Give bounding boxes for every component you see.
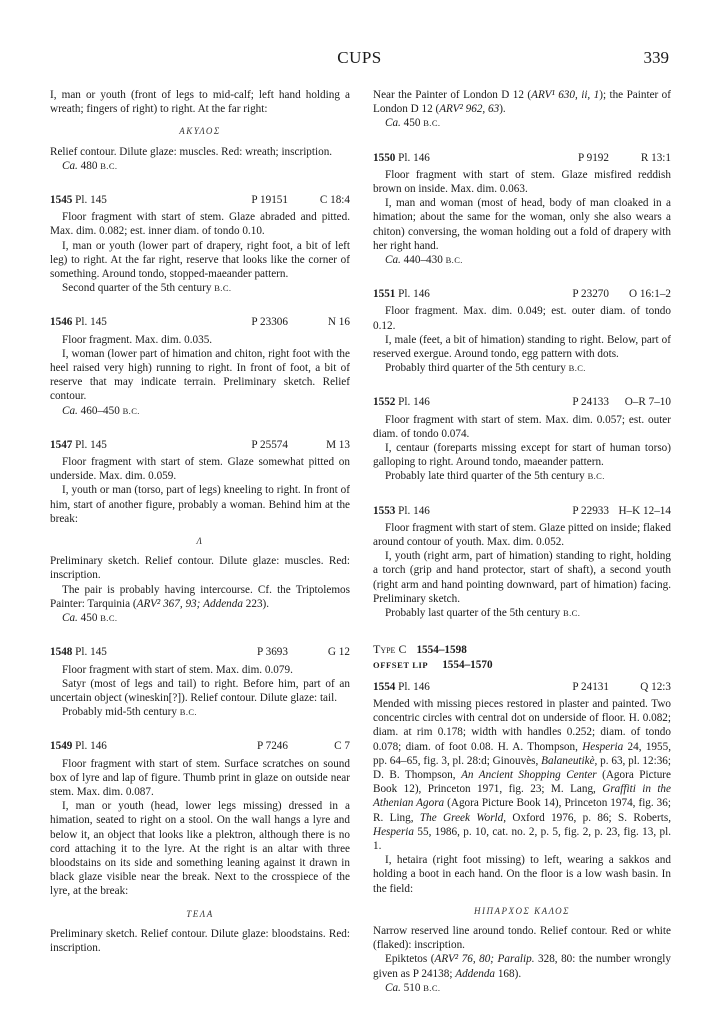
entry-decoration: I, youth or man (torso, part of legs) kneeling to right. In front of him, start of another figure, probably a woman. Behind him at the break:	[50, 484, 350, 525]
inscription: Λ	[196, 536, 204, 547]
attribution-continued: Near the Painter of London D 12 (ARV¹ 630, ii, 1); the Painter of London D 12 (ARV² 962, 63).	[373, 89, 671, 116]
entry-description: Floor fragment with start of stem. Glaze misfired reddish brown on inside. Max. dim. 0.063.	[373, 168, 671, 196]
page-number: 339	[643, 48, 669, 67]
entry-header	[373, 395, 671, 409]
inventory-number: P 7246	[257, 740, 288, 753]
intro-notes: Relief contour. Dilute glaze: muscles. Red: wreath; inscription.	[50, 145, 333, 158]
inventory-number: P 22933	[572, 504, 609, 517]
entry-number: 1547	[50, 438, 73, 451]
catalog-entry-1550	[373, 151, 671, 268]
entry-decoration: I, youth (right arm, part of himation) standing to right, holding a torch (grip and hand protector, start of shaft), a second youth (right arm and hand pointing downward, part of himation) facing. Preliminary sketch.	[373, 550, 671, 605]
entry-number: 1549	[50, 740, 73, 753]
entry-header	[373, 680, 671, 694]
inscription-hipparchos-kalos: ΗΙΠΑΡΧΟΣ ΚΑΛΟΣ	[474, 905, 570, 916]
entry-number: 1548	[50, 646, 73, 659]
catalog-entry-1549	[50, 739, 350, 955]
section-heading-type-c	[373, 642, 671, 671]
plate-ref: Pl. 145	[75, 438, 107, 451]
catalog-entry-1553	[373, 504, 671, 621]
entry-number: 1546	[50, 316, 73, 329]
grid-ref: R 13:1	[640, 151, 671, 164]
entry-notes: Preliminary sketch. Relief contour. Dilute glaze: bloodstains. Red: inscription.	[50, 927, 350, 954]
entry-number: 1552	[373, 396, 396, 409]
entry-header	[50, 645, 350, 659]
date-line: Probably late third quarter of the 5th century B.C.	[385, 470, 605, 483]
inscription: ΤΕΛΑ	[186, 908, 214, 919]
entry-number: 1545	[50, 194, 73, 207]
entry-description: Floor fragment with start of stem. Glaze abraded and pitted. Max. dim. 0.082; est. inner diam. of tondo 0.10.	[50, 211, 350, 238]
entry-description: Floor fragment with start of stem. Max. dim. 0.079.	[62, 663, 293, 676]
subsection-title: OFFSET LIP	[373, 659, 429, 670]
grid-ref: C 18:4	[319, 194, 350, 207]
date-line: Ca. 480 B.C.	[62, 159, 118, 172]
grid-ref: H–K 12–14	[618, 504, 671, 517]
page-header	[0, 48, 719, 72]
inventory-number: P 25574	[251, 438, 288, 451]
entry-description: Floor fragment. Max. dim. 0.035.	[62, 333, 213, 346]
entry-header	[373, 287, 671, 301]
plate-ref: Pl. 146	[75, 740, 107, 753]
date-line: Probably third quarter of the 5th century B.C.	[385, 362, 586, 375]
intro-description: I, man or youth (front of legs to mid-calf; left hand holding a wreath; fingers of right) to right. At the far right:	[50, 89, 350, 116]
grid-ref: N 16	[327, 316, 350, 329]
catalog-entry-1547	[50, 438, 350, 625]
entry-description: Floor fragment with start of stem. Surface scratches on sound box of lyre and lap of figure. Thumb print in glaze on outside near stem. Max. dim. 0.087.	[50, 757, 350, 798]
entry-decoration: Satyr (most of legs and tail) to right. Before him, part of an uncertain object (wineskin[?]). Relief contour. Dilute glaze: tail.	[50, 677, 350, 704]
entry-decoration: I, male (feet, a bit of himation) standing to right. Below, part of reserved exergue. Around tondo, egg pattern with dots.	[373, 333, 671, 361]
entry-decoration: I, man and woman (most of head, body of man cloaked in a himation; about the same for the woman, only she also wears a chiton) conversing, the woman holding out a fold of drapery with her right hand.	[373, 197, 671, 252]
entry-decoration: I, centaur (foreparts missing except for start of human torso) galloping to right. Around tondo, maeander pattern.	[373, 442, 671, 469]
catalog-entry-1551	[373, 287, 671, 375]
entry-comparison: The pair is probably having intercourse. Cf. the Triptolemos Painter: Tarquinia (ARV² 367, 93; Addenda 223).	[50, 583, 350, 610]
entry-description: Floor fragment with start of stem. Glaze somewhat pitted on underside. Max. dim. 0.059.	[50, 456, 350, 483]
catalog-entry-1554	[373, 680, 671, 995]
entry-header	[373, 151, 671, 165]
catalog-entry-1545	[50, 193, 350, 295]
date-line: Ca. 440–430 B.C.	[385, 254, 463, 267]
entry-attribution: Epiktetos (ARV² 76, 80; Paralip. 328, 80: the number wrongly given as P 24138; Addenda 168).	[373, 953, 671, 980]
entry-decoration: I, woman (lower part of himation and chiton, right foot with the heel raised very high) running to right. In front of foot, a bit of reserve that may indicate terrain. Preliminary sketch. Relief contour.	[50, 347, 350, 403]
section-range: 1554–1598	[416, 644, 467, 657]
plate-ref: Pl. 146	[398, 680, 430, 693]
entry-number: 1553	[373, 504, 396, 517]
entry-description: Floor fragment. Max. dim. 0.049; est. outer diam. of tondo 0.12.	[373, 305, 671, 332]
entry-description-bibliography: Mended with missing pieces restored in plaster and painted. Two concentric circles with central dot on underside of floor. H. 0.082; diam. at rim 0.178; width with handles 0.252; diam. of tondo 0.078; diam. of foot 0.08. H. A. Thompson, Hesperia 24, 1955, pp. 64–65, fig. 3, pl. 28:d; Ginouvès, Balaneutikè, p. 63, pl. 12:36; D. B. Thompson, An Ancient Shopping Center (Agora Picture Book 12), Princeton 1971, fig. 23; M. Lang, Graffiti in the Athenian Agora (Agora Picture Book 14), Princeton 1974, fig. 36; R. Ling, The Greek World, Oxford 1976, p. 86; S. Roberts, Hesperia 55, 1986, p. 10, cat. no. 2, p. 5, fig. 2, p. 23, fig. 13, pl. 1.	[373, 697, 672, 852]
plate-ref: Pl. 145	[75, 194, 107, 207]
running-title: CUPS	[337, 48, 382, 67]
inventory-number: P 9192	[578, 151, 609, 164]
inventory-number: P 24133	[572, 396, 609, 409]
inscription-akylos: ΑΚΥΛΟΣ	[179, 126, 221, 137]
inventory-number: P 23306	[251, 316, 288, 329]
plate-ref: Pl. 146	[398, 288, 430, 301]
entry-header	[50, 193, 350, 207]
entry-header	[373, 504, 671, 518]
grid-ref: M 13	[326, 438, 350, 451]
date-line: Probably last quarter of the 5th century B.C.	[385, 607, 581, 620]
entry-header	[50, 438, 350, 452]
entry-number: 1551	[373, 288, 396, 301]
date-line: Ca. 510 B.C.	[385, 981, 441, 994]
catalog-entry-1548	[50, 645, 350, 719]
left-column	[50, 88, 350, 955]
plate-ref: Pl. 145	[75, 316, 107, 329]
entry-description: Floor fragment with start of stem. Glaze pitted on inside; flaked around contour of youth. Max. dim. 0.052.	[373, 521, 671, 549]
plate-ref: Pl. 146	[398, 396, 430, 409]
section-type: Type C	[373, 642, 407, 657]
plate-ref: Pl. 146	[398, 151, 430, 164]
inventory-number: P 19151	[251, 194, 288, 207]
inventory-number: P 23270	[572, 288, 609, 301]
catalog-entry-1546	[50, 315, 350, 417]
date-line: Probably mid-5th century B.C.	[62, 706, 197, 719]
plate-ref: Pl. 145	[75, 646, 107, 659]
grid-ref: G 12	[327, 646, 350, 659]
entry-header	[50, 739, 350, 753]
entry-number: 1550	[373, 151, 396, 164]
catalog-entry-1552	[373, 395, 671, 483]
grid-ref: O–R 7–10	[624, 396, 671, 409]
entry-decoration: I, man or youth (head, lower legs missing) dressed in a himation, seated to right on a stool. On the wall hangs a lyre and below it, an object that looks like a plektron, although there is no cord attaching it to the lyre. At the right is an altar with three bloodstains on its side and something leaning against it drawn in black glaze visible near the break. Next to the crosspiece of the lyre, at the break:	[50, 800, 350, 898]
grid-ref: O 16:1–2	[629, 288, 671, 301]
inventory-number: P 3693	[257, 646, 288, 659]
plate-ref: Pl. 146	[398, 504, 430, 517]
entry-decoration: I, man or youth (lower part of drapery, right foot, a bit of left leg) to right. At the far right, reserve that looks like the corner of something. Around tondo, stopped-maeander pattern.	[50, 239, 350, 281]
entry-notes: Narrow reserved line around tondo. Relief contour. Red or white (flaked): inscription.	[373, 924, 671, 952]
grid-ref: C 7	[334, 740, 350, 753]
entry-decoration: I, hetaira (right foot missing) to left, wearing a sakkos and holding a boot in each hand. On the floor is a low wash basin. In the field:	[373, 854, 671, 895]
entry-number: 1554	[373, 680, 396, 693]
subsection-range: 1554–1570	[442, 658, 493, 671]
right-column	[373, 88, 671, 995]
inventory-number: P 24131	[572, 680, 609, 693]
entry-notes: Preliminary sketch. Relief contour. Dilute glaze: muscles. Red: inscription.	[50, 555, 350, 582]
entry-description: Floor fragment with start of stem. Max. dim. 0.057; est. outer diam. of tondo 0.074.	[373, 413, 671, 440]
entry-header	[50, 315, 350, 329]
date-line: Ca. 450 B.C.	[62, 612, 118, 625]
date-line: Ca. 450 B.C.	[385, 117, 441, 130]
grid-ref: Q 12:3	[640, 680, 671, 693]
date-line: Second quarter of the 5th century B.C.	[62, 282, 232, 295]
date-line: Ca. 460–450 B.C.	[62, 404, 140, 417]
